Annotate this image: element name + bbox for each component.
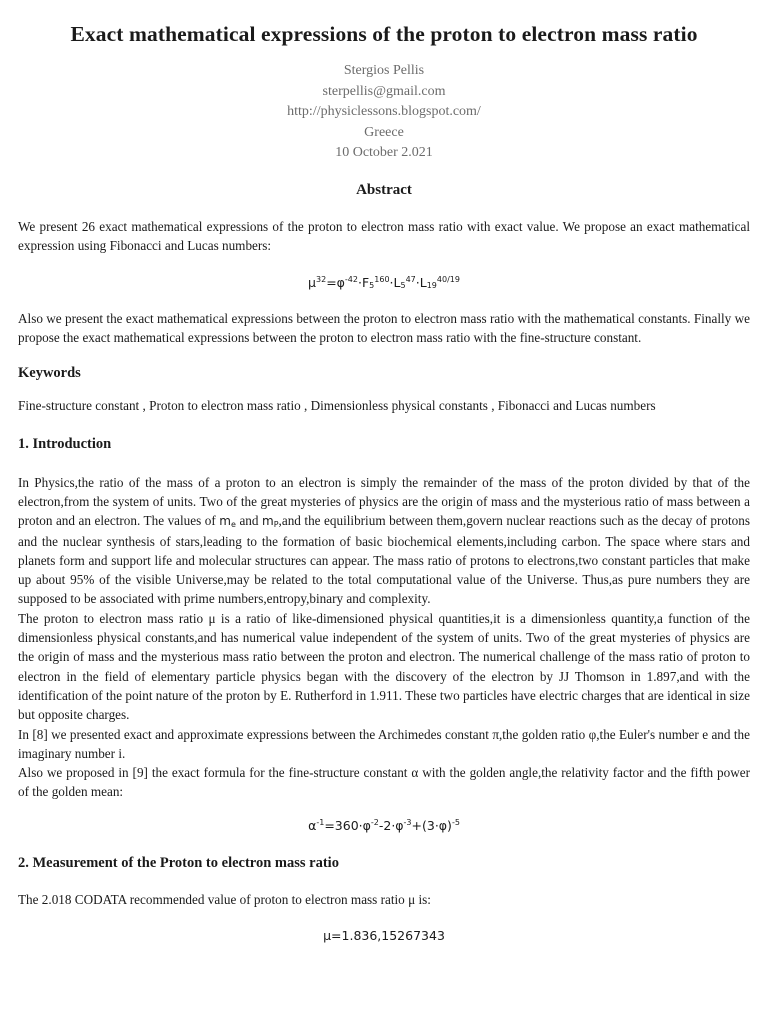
mass-ratio-value: μ=1.836,15267343 (323, 928, 445, 944)
author-block (18, 61, 750, 164)
introduction-paragraph-4: Also we proposed in [9] the exact formula for the fine-structure constant α with the golden angle,the relativity factor and the fifth power of the golden mean: (18, 765, 750, 800)
paper-title: Exact mathematical expressions of the proton to electron mass ratio (70, 22, 698, 46)
measurement-paragraph: The 2.018 CODATA recommended value of proton to electron mass ratio μ is: (18, 891, 431, 907)
author-email: sterpellis@gmail.com (322, 83, 446, 99)
keywords-heading: Keywords (18, 364, 81, 381)
introduction-heading: 1. Introduction (18, 435, 112, 452)
abstract-paragraph-1: We present 26 exact mathematical expressions of the proton to electron mass ratio with exact value. We propose an exact mathematical expression using Fibonacci and Lucas numbers: (18, 218, 750, 253)
publication-date: 10 October 2.021 (335, 145, 433, 160)
fine-structure-formula: $\alpha^{-1}=360\cdot\varphi^{-2}-2\cdot\varphi^{-3}+(3\cdot\varphi)^{-5}$ (308, 817, 460, 833)
author-country: Greece (364, 124, 404, 140)
fibonacci-lucas-formula: $\mu^{32}=\varphi^{-42}\cdot F_5^{160}\cdot L_5^{47}\cdot L_{19}^{40/19}$ (308, 275, 460, 291)
introduction-paragraph-1: In Physics,the ratio of the mass of a proton to an electron is simply the remainder of the mass of the proton divided by that of the electron,from the system of units. Two of the great mysteries of physics are the origin of mass and the mysterious ratio of mass between a proton and an electron. The values of $m_e$ and $m_P,and$ the equilibrium between them,govern nuclear reactions such as the decay of protons and the nuclear synthesis of stars,leading to the formation of basic biochemical elements,including carbon. The space where stars and planets form and support life and molecular structures can appear. The mass ratio of protons to electrons,two constant particles that make up about 95% of the visible Universe,may be related to the total computational value of the Universe. Thus,as pure numbers they are supposed to be associated with prime numbers,entropy,binary and complexity. (18, 474, 750, 607)
keywords-text: Fine-structure constant , Proton to electron mass ratio , Dimensionless physical constants , Fibonacci and Lucas numbers (18, 397, 656, 413)
introduction-paragraph-2: The proton to electron mass ratio μ is a ratio of like-dimensioned physical quantities,it is a dimensionless quantity,a function of the dimensionless physical constants,and has numerical value independent of the system of units. Two of the great mysteries of physics are the origin of mass and the mysterious mass ratio between the proton and electron. The numerical challenge of the mass ratio of proton to electron in the field of elementary particle physics began with the discovery of the electron by JJ Thomson in 1.897,and with the identification of the point nature of the proton by E. Rutherford in 1.911. These two particles have electric charges that are identical in size but opposite charges. (18, 610, 750, 723)
author-website: http://physiclessons.blogspot.com/ (287, 104, 481, 119)
paper-page (18, 0, 750, 943)
abstract-paragraph-2: Also we present the exact mathematical expressions between the proton to electron mass ratio with the mathematical constants. Finally we propose the exact mathematical expressions between the proton to electron mass ratio with the fine-structure constant. (18, 311, 750, 346)
introduction-paragraph-3: In [8] we presented exact and approximate expressions between the Archimedes constant π,the golden ratio φ,the Euler's number e and the imaginary number i. (18, 726, 750, 761)
measurement-heading: 2. Measurement of the Proton to electron mass ratio (18, 854, 339, 871)
abstract-heading: Abstract (356, 181, 412, 198)
author-name: Stergios Pellis (343, 63, 425, 78)
